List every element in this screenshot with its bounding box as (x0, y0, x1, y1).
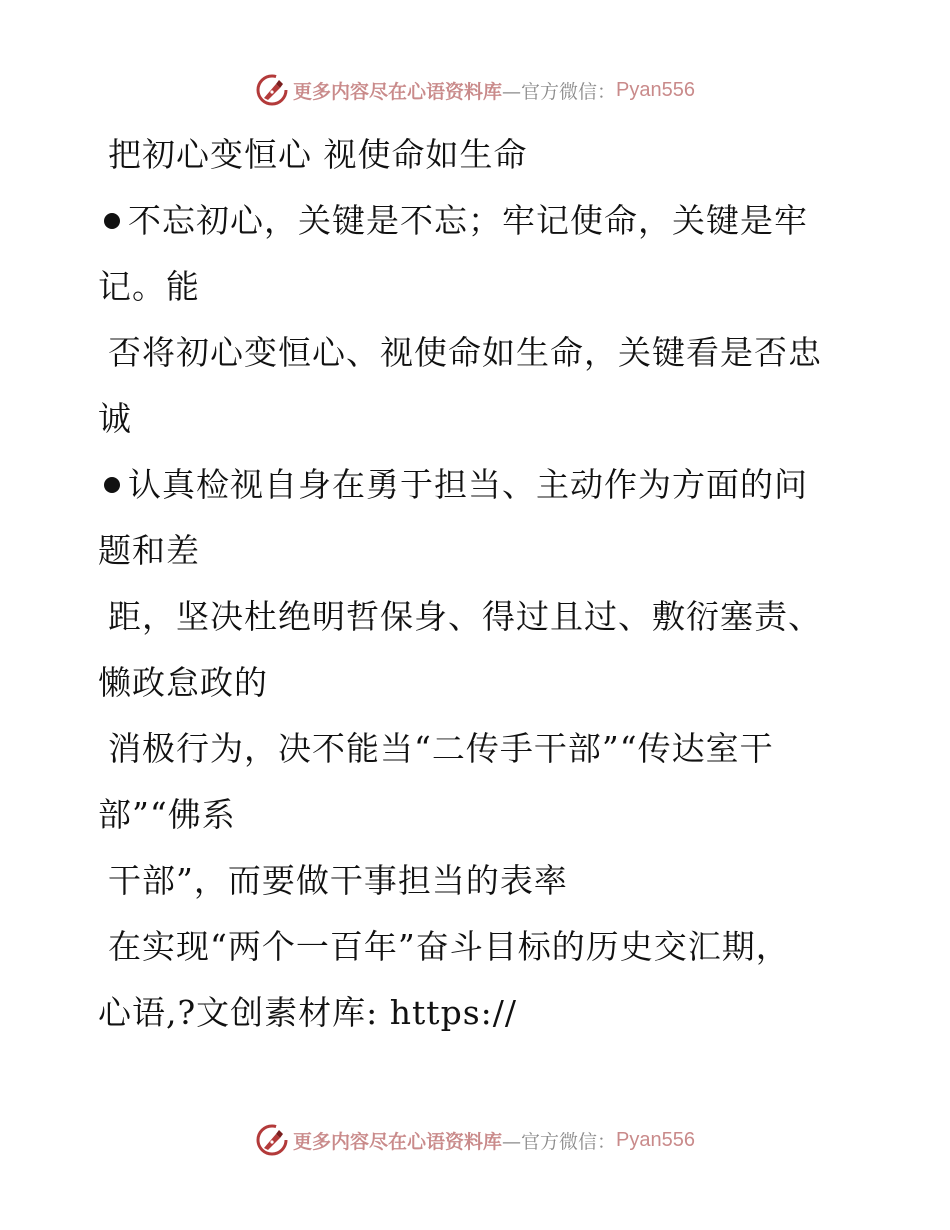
bullet-line (98, 452, 838, 518)
bullet-line (98, 188, 838, 254)
pen-nib-logo-icon (255, 1123, 289, 1157)
pen-nib-logo-icon (255, 73, 289, 107)
body-line (98, 782, 838, 848)
title-line (98, 122, 838, 188)
body-line (98, 848, 838, 914)
body-text: 距，坚决杜绝明哲保身、得过且过、敷衍塞责、 (108, 597, 822, 636)
body-text: 消极行为，决不能当“二传手干部”“传达室干 (108, 729, 774, 768)
body-line (98, 650, 838, 716)
footer-dash-text: —官方微信： (502, 1130, 617, 1153)
body-line (98, 584, 838, 650)
body-line (98, 980, 838, 1046)
body-line (98, 716, 838, 782)
body-text: 部”“佛系 (98, 795, 236, 834)
body-text: 懒政怠政的 (98, 663, 268, 702)
body-text: 认真检视自身在勇于担当、主动作为方面的问 (128, 465, 808, 504)
body-text: 记。能 (98, 267, 200, 306)
body-text: 不忘初心，关键是不忘；牢记使命，关键是牢 (128, 201, 808, 240)
body-text: 心语,?文创素材库: https:// (98, 993, 517, 1032)
body-line (98, 914, 838, 980)
body-text: 题和差 (98, 531, 200, 570)
body-line (98, 320, 838, 386)
header-dash-text: —官方微信： (502, 80, 617, 103)
header-brand-text: 更多内容尽在心语资料库 (293, 80, 503, 103)
document-body (98, 122, 838, 1046)
body-line (98, 254, 838, 320)
header-wechat-id: Pyan556 (616, 78, 695, 101)
body-text: 诚 (98, 399, 132, 438)
footer-banner (0, 1120, 950, 1160)
header-banner (0, 70, 950, 110)
bullet-icon (104, 477, 120, 493)
body-text: 把初心变恒心 视使命如生命 (108, 135, 528, 174)
body-text: 否将初心变恒心、视使命如生命，关键看是否忠 (108, 333, 822, 372)
body-line (98, 518, 838, 584)
footer-brand-text: 更多内容尽在心语资料库 (293, 1130, 503, 1153)
body-line (98, 386, 838, 452)
body-text: 在实现“两个一百年”奋斗目标的历史交汇期， (108, 927, 790, 966)
bullet-icon (104, 213, 120, 229)
body-text: 干部”，而要做干事担当的表率 (108, 861, 568, 900)
footer-wechat-id: Pyan556 (616, 1128, 695, 1151)
